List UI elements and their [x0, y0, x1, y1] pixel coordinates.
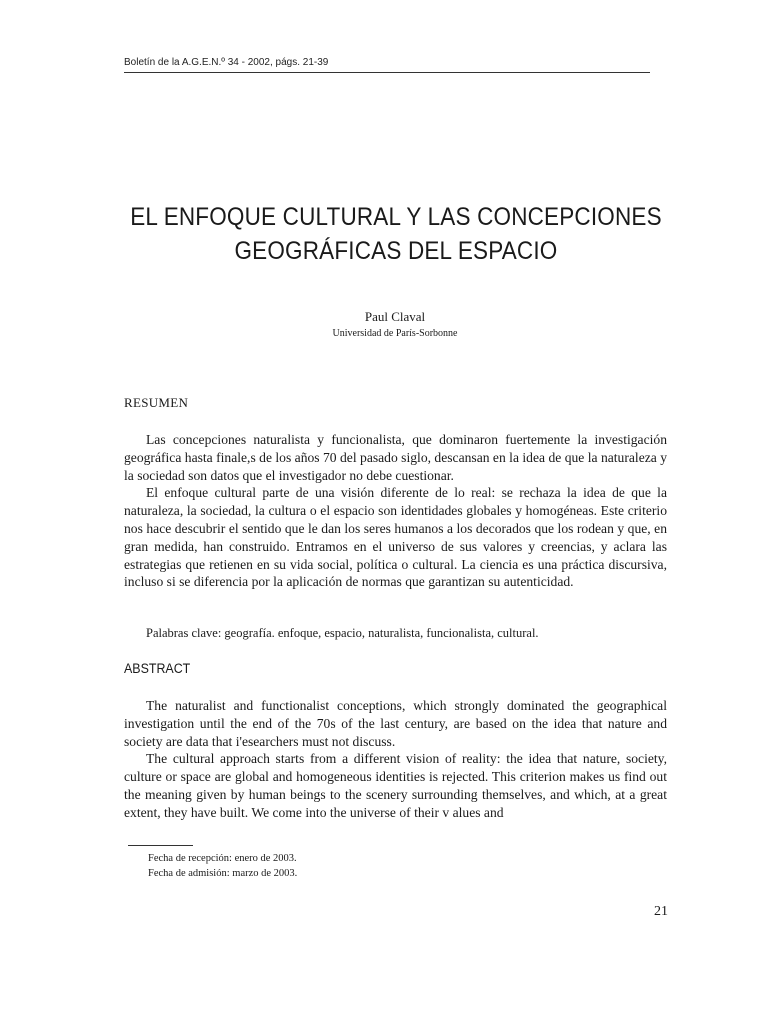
header-divider [124, 72, 650, 73]
page-number: 21 [654, 904, 668, 919]
footnotes [148, 851, 297, 881]
resumen-body [124, 431, 667, 591]
abstract-body [124, 697, 667, 822]
journal-citation: Boletín de la A.G.E.N.º 34 - 2002, págs. 21-39 [124, 57, 329, 68]
abstract-heading: ABSTRACT [124, 661, 191, 676]
author-name: Paul Claval [364, 309, 426, 324]
footnote-divider [128, 845, 193, 846]
title-line-2: GEOGRÁFICAS DEL ESPACIO [234, 237, 558, 265]
resumen-heading: RESUMEN [124, 395, 189, 410]
keywords: Palabras clave: geografía. enfoque, espacio, naturalista, funcionalista, cultural. [146, 626, 539, 640]
article-title [130, 200, 663, 268]
footnote-accepted-date: Fecha de admisión: marzo de 2003. [148, 868, 298, 879]
abstract-paragraph: The naturalist and functionalist conceptions, which strongly dominated the geographical investigation until the end of the 70s of the last century, are based on the idea that nature and society are data that i'esearchers must not discuss. [124, 698, 667, 749]
resumen-paragraph: Las concepciones naturalista y funcionalista, que dominaron fuertemente la investigación geográfica hasta finale,s de los años 70 del pasado siglo, descansan en la idea de que la naturaleza y la sociedad son datos que el investigador no debe cuestionar. [124, 432, 667, 483]
abstract-paragraph: The cultural approach starts from a different vision of reality: the idea that nature, society, culture or space are global and homogeneous identities is rejected. This criterion makes us find out the meaning given by human beings to the scenery surrounding themselves, and which, at a great extent, they have built. We come into the universe of their v alues and [124, 751, 667, 820]
title-line-1: EL ENFOQUE CULTURAL Y LAS CONCEPCIONES [130, 203, 662, 231]
footnote-received-date: Fecha de recepción: enero de 2003. [148, 853, 297, 864]
author-affiliation: Universidad de París-Sorbonne [332, 328, 458, 339]
resumen-paragraph: El enfoque cultural parte de una visión diferente de lo real: se rechaza la idea de que la naturaleza, la sociedad, la cultura o el espacio son identidades globales y homogéneas. Este criterio nos hace descubrir el sentido que le dan los seres humanos a los decorados que los rodean y que, en gran medida, han construido. Entramos en el universo de sus valores y creencias, y aclara las estrategias que retienen en su vida social, política o cultural. La ciencia es una práctica discursiva, incluso si se diferencia por la aplicación de normas que garantizan su autenticidad. [124, 485, 667, 590]
